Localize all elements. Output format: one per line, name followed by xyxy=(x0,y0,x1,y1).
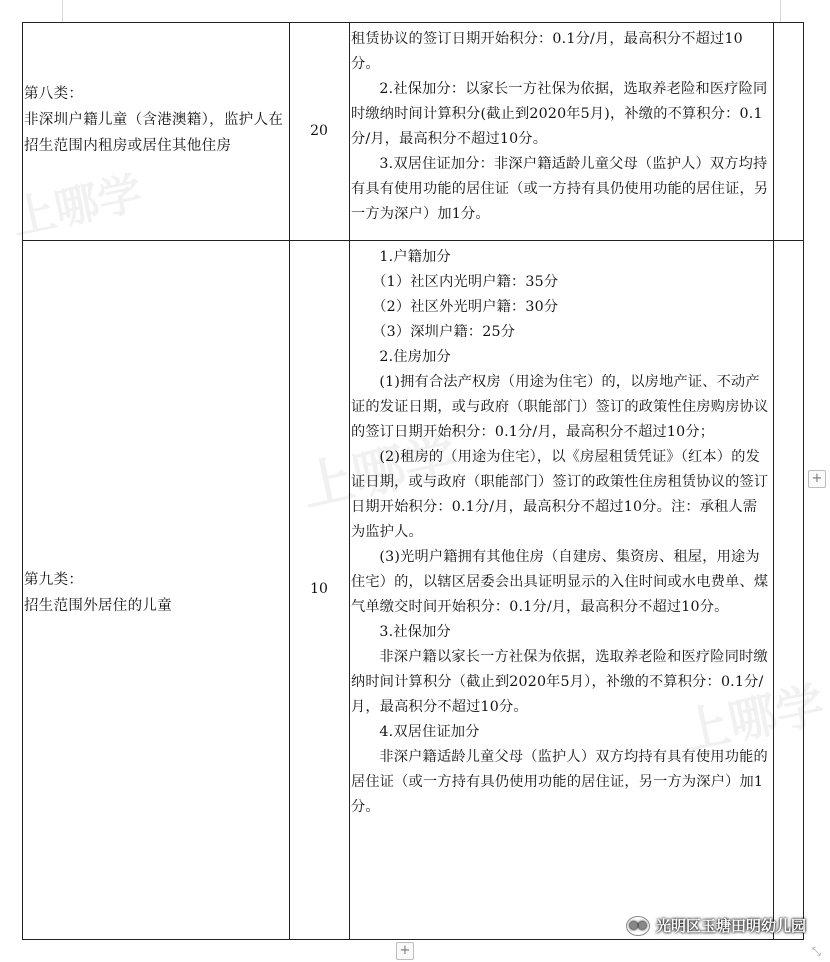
category-cell xyxy=(23,81,289,159)
category-desc: 非深圳户籍儿童（含港澳籍），监护人在招生范围内租房或居住其他住房 xyxy=(24,112,284,154)
category-title: 第九类： xyxy=(24,572,84,588)
description-line: 1.户籍加分 xyxy=(379,249,451,265)
brand-name: 光明区玉塘田明幼儿园 xyxy=(655,917,806,935)
wechat-icon: ●● xyxy=(626,916,650,936)
add-row-button[interactable]: + xyxy=(396,942,414,960)
add-column-button[interactable]: + xyxy=(808,470,826,488)
score-cell: 20 xyxy=(310,123,328,139)
description-line: 4.双居住证加分 xyxy=(379,724,480,740)
description-line: 非深户籍适龄儿童父母（监护人）双方均持有具有使用功能的居住证（或一方持有具仍使用功能的居住证，另一方为深户）加1分。 xyxy=(351,749,768,815)
description-line: 2.住房加分 xyxy=(379,349,451,365)
watermark-text: 上哪学 xyxy=(676,676,830,762)
description-line: （1）社区内光明户籍：35分 xyxy=(372,274,559,290)
page-guide-line xyxy=(62,0,63,22)
description-cell xyxy=(349,245,773,820)
description-line: 3.社保加分 xyxy=(379,624,451,640)
description-cell xyxy=(349,27,773,227)
description-line: 非深户籍以家长一方社保为依据，选取养老险和医疗险同时缴纳时间计算积分（截止到2020年5月），补缴的不算积分：0.1分/月，最高积分不超过10分。 xyxy=(351,649,768,715)
description-line: （3）深圳户籍：25分 xyxy=(372,324,516,340)
description-line: 2.社保加分：以家长一方社保为依据，选取养老险和医疗险同时缴纳时间计算积分(截止到2020年5月)，补缴的不算积分：0.1分/月，最高积分不超过10分。 xyxy=(351,81,768,147)
description-line: （2）社区外光明户籍：30分 xyxy=(372,299,559,315)
description-line: 租赁协议的签订日期开始积分：0.1分/月，最高积分不超过10分。 xyxy=(351,31,743,72)
description-line: (3)光明户籍拥有其他住房（自建房、集资房、租屋，用途为住宅）的，以辖区居委会出具证明显示的入住时间或水电费单、煤气单缴交时间开始积分：0.1分/月，最高积分不超过10分。 xyxy=(351,549,769,615)
enrollment-points-table xyxy=(22,22,804,940)
watermark-text: 上哪学 xyxy=(7,167,147,246)
description-line: 3.双居住证加分：非深户籍适龄儿童父母（监护人）双方均持有具有使用功能的居住证（或一方持有具仍使用功能的居住证，另一方为深户）加1分。 xyxy=(351,156,769,222)
category-cell xyxy=(23,567,289,619)
table-row-category-8 xyxy=(23,23,803,241)
description-line: (1)拥有合法产权房（用途为住宅）的，以房地产证、不动产证的发证日期，或与政府（职能部门）签订的政策性住房购房协议的签订日期开始积分：0.1分/月，最高积分不超过10分； xyxy=(351,374,769,440)
watermark-text: 上哪学 xyxy=(296,427,462,519)
table-row-category-9 xyxy=(23,241,803,939)
score-cell: 10 xyxy=(310,581,328,597)
brand-overlay xyxy=(626,915,806,936)
category-title: 第八类： xyxy=(24,86,84,102)
table-resize-handle[interactable]: ⤡ xyxy=(812,945,821,958)
page-guide-line xyxy=(780,0,781,22)
description-line: (2)租房的（用途为住宅），以《房屋租赁凭证》（红本）的发证日期，或与政府（职能部门）签订的政策性住房租赁协议的签订日期开始积分：0.1分/月，最高积分不超过10分。注：承租人需为监护人。 xyxy=(351,449,769,540)
category-desc: 招生范围外居住的儿童 xyxy=(24,598,172,614)
